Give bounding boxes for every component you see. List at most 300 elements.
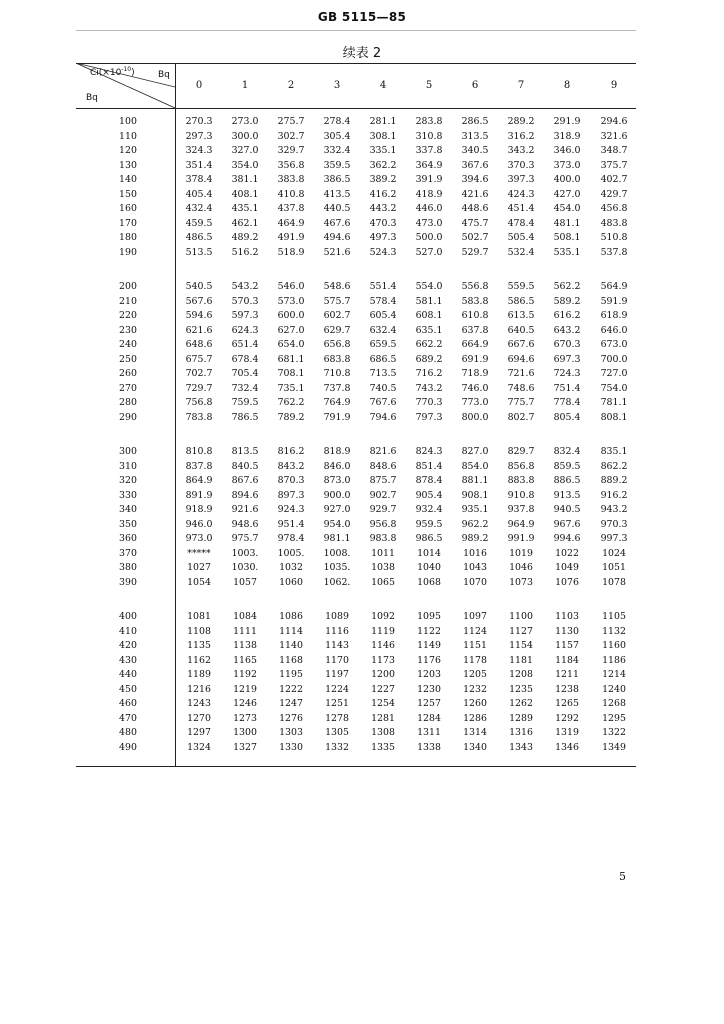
row-label: 250 — [119, 353, 137, 365]
table-cell: ***** — [187, 547, 211, 559]
table-cell: 959.5 — [415, 518, 443, 530]
table-cell: 324.3 — [185, 145, 213, 156]
table-cell: 567.6 — [185, 295, 213, 307]
table-cell: 1230 — [417, 683, 441, 695]
table-cell: 1073 — [509, 576, 533, 588]
table-cell: 986.5 — [415, 533, 443, 544]
table-cell: 491.9 — [277, 232, 305, 243]
table-cell: 470.3 — [369, 217, 397, 229]
column-header: 0 — [195, 80, 203, 91]
table-cell: 824.3 — [415, 446, 443, 457]
table-cell: 964.9 — [507, 518, 535, 530]
table-row — [76, 131, 636, 146]
table-row — [76, 519, 636, 534]
table-cell: 410.8 — [277, 188, 305, 200]
table-cell: 1130 — [555, 625, 579, 637]
table-cell: 1103 — [555, 611, 579, 622]
table-cell: 478.4 — [507, 217, 535, 229]
table-cell: 802.7 — [507, 411, 535, 423]
table-cell: 275.7 — [277, 116, 305, 127]
table-cell: 1235 — [509, 683, 533, 695]
table-cell: 886.5 — [553, 475, 581, 486]
table-cell: 781.1 — [600, 397, 628, 408]
table-cell: 1270 — [187, 712, 211, 724]
table-cell: 632.4 — [369, 324, 397, 336]
table-cell: 694.6 — [507, 353, 535, 365]
table-cell: 624.3 — [231, 324, 259, 336]
row-label: 230 — [119, 324, 137, 336]
row-label: 450 — [119, 683, 137, 695]
table-cell: 562.2 — [553, 281, 581, 292]
table-cell: 416.2 — [369, 188, 397, 200]
table-cell: 767.6 — [369, 397, 397, 408]
table-cell: 1105 — [602, 611, 626, 622]
table-cell: 321.6 — [600, 130, 628, 142]
table-cell: 521.6 — [323, 246, 351, 258]
table-cell: 273.0 — [231, 116, 259, 127]
table-cell: 489.2 — [231, 232, 259, 243]
table-cell: 627.0 — [277, 324, 305, 336]
table-cell: 1330 — [279, 741, 303, 753]
table-cell: 1024 — [602, 547, 626, 559]
table-cell: 1176 — [417, 654, 441, 666]
table-cell: 1300 — [233, 727, 257, 738]
table-cell: 570.3 — [231, 295, 259, 307]
table-cell: 975.7 — [231, 533, 259, 544]
table-cell: 383.8 — [277, 174, 305, 185]
table-cell: 735.1 — [277, 382, 305, 394]
row-label: 400 — [119, 611, 137, 622]
row-label: 220 — [119, 310, 137, 321]
table-cell: 1095 — [417, 611, 441, 622]
table-cell: 1178 — [463, 654, 487, 666]
table-cell: 486.5 — [185, 232, 213, 243]
table-cell: 1081 — [187, 611, 211, 622]
table-cell: 456.8 — [600, 203, 628, 214]
table-cell: 1065 — [371, 576, 395, 588]
table-cell: 600.0 — [277, 310, 305, 321]
table-cell: 348.7 — [600, 145, 628, 156]
table-cell: 316.2 — [507, 130, 535, 142]
table-cell: 740.5 — [369, 382, 397, 394]
table-cell: 816.2 — [277, 446, 305, 457]
table-cell: 1257 — [417, 698, 441, 709]
table-cell: 459.5 — [185, 217, 213, 229]
table-cell: 1346 — [555, 741, 579, 753]
row-label: 490 — [119, 741, 137, 753]
table-cell: 1138 — [233, 640, 257, 651]
table-cell: 891.9 — [185, 489, 213, 501]
table-cell: 1092 — [371, 611, 395, 622]
table-cell: 1165 — [233, 654, 257, 666]
table-cell: 451.4 — [507, 203, 535, 214]
bq-row-label: Bq — [86, 93, 98, 103]
table-cell: 1049 — [555, 562, 579, 573]
table-cell: 1203 — [417, 669, 441, 680]
table-cell: 540.5 — [185, 281, 213, 292]
table-cell: 637.8 — [461, 324, 489, 336]
table-cell: 594.6 — [185, 310, 213, 321]
table-cell: 810.8 — [185, 446, 213, 457]
table-cell: 929.7 — [369, 504, 397, 515]
table-cell: 1322 — [602, 727, 626, 738]
row-label: 310 — [119, 460, 137, 472]
column-header: 5 — [425, 80, 433, 91]
table-cell: 502.7 — [461, 232, 489, 243]
table-cell: 467.6 — [323, 217, 351, 229]
table-cell: 1289 — [509, 712, 533, 724]
table-cell: 681.1 — [277, 353, 305, 365]
table-cell: 837.8 — [185, 460, 213, 472]
table-row — [76, 174, 636, 189]
table-cell: 443.2 — [369, 203, 397, 214]
table-bottom-rule — [76, 766, 636, 767]
table-cell: 918.9 — [185, 504, 213, 515]
table-cell: 494.6 — [323, 232, 351, 243]
row-label: 190 — [119, 246, 137, 258]
table-cell: 662.2 — [415, 339, 443, 350]
table-cell: 667.6 — [507, 339, 535, 350]
table-row — [76, 296, 636, 311]
table-cell: 646.0 — [600, 324, 628, 336]
table-cell: 881.1 — [461, 475, 489, 486]
table-row — [76, 397, 636, 412]
table-cell: 743.2 — [415, 382, 443, 394]
table-cell: 613.5 — [507, 310, 535, 321]
table-cell: 1247 — [279, 698, 303, 709]
table-cell: 300.0 — [231, 130, 259, 142]
table-cell: 778.4 — [553, 397, 581, 408]
table-cell: 759.5 — [231, 397, 259, 408]
table-cell: 1240 — [602, 683, 626, 695]
table-cell: 1197 — [325, 669, 349, 680]
table-cell: 691.9 — [461, 353, 489, 365]
table-cell: 948.6 — [231, 518, 259, 530]
row-label: 130 — [119, 159, 137, 171]
table-cell: 956.8 — [369, 518, 397, 530]
table-cell: 789.2 — [277, 411, 305, 423]
table-cell: 1286 — [463, 712, 487, 724]
table-cell: 1295 — [602, 712, 626, 724]
table-cell: 386.5 — [323, 174, 351, 185]
table-cell: 1273 — [233, 712, 257, 724]
header-rule — [76, 30, 636, 31]
table-cell: 1051 — [602, 562, 626, 573]
table-cell: 1124 — [463, 625, 487, 637]
table-cell: 829.7 — [507, 446, 535, 457]
table-cell: 1181 — [509, 654, 533, 666]
table-cell: 532.4 — [507, 246, 535, 258]
table-cell: 1046 — [509, 562, 533, 573]
table-cell: 394.6 — [461, 174, 489, 185]
table-cell: 583.8 — [461, 295, 489, 307]
table-cell: 510.8 — [600, 232, 628, 243]
table-cell: 1122 — [417, 625, 441, 637]
table-cell: 705.4 — [231, 368, 259, 379]
table-cell: 670.3 — [553, 339, 581, 350]
table-cell: 289.2 — [507, 116, 535, 127]
table-row — [76, 339, 636, 354]
table-cell: 1186 — [602, 654, 626, 666]
table-row — [76, 461, 636, 476]
table-cell: 1160 — [602, 640, 626, 651]
table-cell: 962.2 — [461, 518, 489, 530]
table-cell: 1162 — [187, 654, 211, 666]
table-cell: 310.8 — [415, 130, 443, 142]
table-cell: 418.9 — [415, 188, 443, 200]
table-cell: 1308 — [371, 727, 395, 738]
table-cell: 935.1 — [461, 504, 489, 515]
row-label: 420 — [119, 640, 137, 651]
table-cell: 405.4 — [185, 188, 213, 200]
table-cell: 378.4 — [185, 174, 213, 185]
table-cell: 1022 — [555, 547, 579, 559]
table-cell: 1143 — [325, 640, 349, 651]
table-cell: 678.4 — [231, 353, 259, 365]
table-cell: 362.2 — [369, 159, 397, 171]
table-row — [76, 383, 636, 398]
table-cell: 343.2 — [507, 145, 535, 156]
table-cell: 1140 — [279, 640, 303, 651]
table-cell: 1305 — [325, 727, 349, 738]
table-cell: 1027 — [187, 562, 211, 573]
table-cell: 727.0 — [600, 368, 628, 379]
table-cell: 746.0 — [461, 382, 489, 394]
table-cell: 1054 — [187, 576, 211, 588]
table-cell: 346.0 — [553, 145, 581, 156]
table-cell: 1151 — [463, 640, 487, 651]
table-cell: 500.0 — [415, 232, 443, 243]
table-cell: 440.5 — [323, 203, 351, 214]
table-cell: 783.8 — [185, 411, 213, 423]
table-cell: 608.1 — [415, 310, 443, 321]
table-cell: 400.0 — [553, 174, 581, 185]
table-cell: 867.6 — [231, 475, 259, 486]
table-cell: 543.2 — [231, 281, 259, 292]
row-label: 150 — [119, 188, 137, 200]
row-label: 480 — [119, 727, 137, 738]
table-cell: 432.4 — [185, 203, 213, 214]
table-cell: 943.2 — [600, 504, 628, 515]
column-header: 3 — [333, 80, 341, 91]
table-cell: 305.4 — [323, 130, 351, 142]
row-label: 120 — [119, 145, 137, 156]
table-cell: 1268 — [602, 698, 626, 709]
table-row — [76, 368, 636, 383]
table-cell: 270.3 — [185, 116, 213, 127]
table-cell: 673.0 — [600, 339, 628, 350]
table-cell: 473.0 — [415, 217, 443, 229]
table-cell: 1184 — [555, 654, 579, 666]
table-cell: 1319 — [555, 727, 579, 738]
table-cell: 1327 — [233, 741, 257, 753]
table-cell: 827.0 — [461, 446, 489, 457]
table-cell: 1251 — [325, 698, 349, 709]
table-cell: 1338 — [417, 741, 441, 753]
table-cell: 889.2 — [600, 475, 628, 486]
table-cell: 402.7 — [600, 174, 628, 185]
table-cell: 1262 — [509, 698, 533, 709]
table-cell: 1297 — [187, 727, 211, 738]
row-label: 330 — [119, 489, 137, 501]
table-cell: 764.9 — [323, 397, 351, 408]
table-cell: 937.8 — [507, 504, 535, 515]
table-cell: 518.9 — [277, 246, 305, 258]
table-cell: 554.0 — [415, 281, 443, 292]
row-label: 290 — [119, 411, 137, 423]
table-cell: 1132 — [602, 625, 626, 637]
table-row — [76, 116, 636, 131]
row-label: 140 — [119, 174, 137, 185]
table-cell: 505.4 — [507, 232, 535, 243]
table-cell: 356.8 — [277, 159, 305, 171]
table-cell: 629.7 — [323, 324, 351, 336]
table-cell: 1278 — [325, 712, 349, 724]
row-label: 380 — [119, 562, 137, 573]
table-cell: 859.5 — [553, 460, 581, 472]
table-row — [76, 611, 636, 626]
row-label: 240 — [119, 339, 137, 350]
table-cell: 508.1 — [553, 232, 581, 243]
table-row — [76, 490, 636, 505]
table-cell: 951.4 — [277, 518, 305, 530]
table-cell: 686.5 — [369, 353, 397, 365]
table-cell: 308.1 — [369, 130, 397, 142]
table-row — [76, 412, 636, 427]
table-cell: 1146 — [371, 640, 395, 651]
table-cell: 370.3 — [507, 159, 535, 171]
table-cell: 1097 — [463, 611, 487, 622]
table-cell: 791.9 — [323, 411, 351, 423]
table-cell: 1003. — [231, 547, 259, 559]
table-cell: 710.8 — [323, 368, 351, 379]
table-cell: 1035. — [323, 562, 351, 573]
column-header: 2 — [287, 80, 295, 91]
table-cell: 1119 — [371, 625, 395, 637]
table-cell: 618.9 — [600, 310, 628, 321]
table-cell: 797.3 — [415, 411, 443, 423]
table-cell: 408.1 — [231, 188, 259, 200]
table-cell: 894.6 — [231, 489, 259, 501]
table-cell: 591.9 — [600, 295, 628, 307]
table-cell: 635.1 — [415, 324, 443, 336]
table-cell: 1200 — [371, 669, 395, 680]
table-row — [76, 640, 636, 655]
table-caption: 续表 2 — [342, 46, 382, 61]
table-cell: 302.7 — [277, 130, 305, 142]
table-cell: 1243 — [187, 698, 211, 709]
table-cell: 981.1 — [323, 533, 351, 544]
table-cell: 1019 — [509, 547, 533, 559]
row-label: 320 — [119, 475, 137, 486]
table-cell: 821.6 — [369, 446, 397, 457]
row-label: 170 — [119, 217, 137, 229]
table-cell: 751.4 — [553, 382, 581, 394]
table-corner-cell — [76, 63, 175, 108]
table-cell: 535.1 — [553, 246, 581, 258]
ci-unit-label: $Ci(\times 10^{-10})$ — [90, 66, 135, 78]
table-cell: 1216 — [187, 683, 211, 695]
table-cell: 1032 — [279, 562, 303, 573]
table-cell: 843.2 — [277, 460, 305, 472]
row-label: 390 — [119, 576, 137, 588]
table-cell: 700.0 — [600, 353, 628, 365]
table-cell: 1324 — [187, 741, 211, 753]
table-cell: 921.6 — [231, 504, 259, 515]
table-cell: 697.3 — [553, 353, 581, 365]
table-cell: 1068 — [417, 576, 441, 588]
table-cell: 281.1 — [369, 116, 397, 127]
table-cell: 862.2 — [600, 460, 628, 472]
table-cell: 927.0 — [323, 504, 351, 515]
table-cell: 775.7 — [507, 397, 535, 408]
table-row — [76, 475, 636, 490]
table-cell: 983.8 — [369, 533, 397, 544]
table-cell: 602.7 — [323, 310, 351, 321]
table-cell: 716.2 — [415, 368, 443, 379]
table-cell: 970.3 — [600, 518, 628, 530]
table-row — [76, 446, 636, 461]
table-cell: 375.7 — [600, 159, 628, 171]
table-cell: 429.7 — [600, 188, 628, 200]
table-cell: 1168 — [279, 654, 303, 666]
table-cell: 1111 — [233, 625, 257, 637]
table-cell: 397.3 — [507, 174, 535, 185]
table-cell: 1276 — [279, 712, 303, 724]
table-cell: 578.4 — [369, 295, 397, 307]
table-cell: 1335 — [371, 741, 395, 753]
table-row — [76, 698, 636, 713]
table-row — [76, 281, 636, 296]
table-cell: 391.9 — [415, 174, 443, 185]
table-cell: 610.8 — [461, 310, 489, 321]
table-cell: 1108 — [187, 625, 211, 637]
table-row — [76, 577, 636, 592]
table-cell: 1265 — [555, 698, 579, 709]
table-cell: 556.8 — [461, 281, 489, 292]
table-cell: 278.4 — [323, 116, 351, 127]
table-cell: 1127 — [509, 625, 533, 637]
table-cell: 654.0 — [277, 339, 305, 350]
table-row — [76, 742, 636, 757]
row-label: 110 — [119, 130, 137, 142]
table-cell: 954.0 — [323, 518, 351, 530]
table-cell: 294.6 — [600, 116, 628, 127]
bq-column-label: Bq — [158, 70, 170, 80]
row-label: 280 — [119, 397, 137, 408]
table-cell: 1076 — [555, 576, 579, 588]
row-label: 340 — [119, 504, 137, 515]
table-row — [76, 247, 636, 262]
row-label: 270 — [119, 382, 137, 394]
table-cell: 1314 — [463, 727, 487, 738]
table-cell: 689.2 — [415, 353, 443, 365]
table-cell: 854.0 — [461, 460, 489, 472]
table-cell: 546.0 — [277, 281, 305, 292]
table-cell: 1192 — [233, 669, 257, 680]
table-cell: 1038 — [371, 562, 395, 573]
table-cell: 616.2 — [553, 310, 581, 321]
table-cell: 664.9 — [461, 339, 489, 350]
table-cell: 437.8 — [277, 203, 305, 214]
table-row — [76, 533, 636, 548]
row-label: 360 — [119, 533, 137, 544]
table-cell: 475.7 — [461, 217, 489, 229]
table-cell: 1211 — [555, 669, 579, 680]
table-cell: 989.2 — [461, 533, 489, 544]
table-cell: 770.3 — [415, 397, 443, 408]
table-cell: 1214 — [602, 669, 626, 680]
